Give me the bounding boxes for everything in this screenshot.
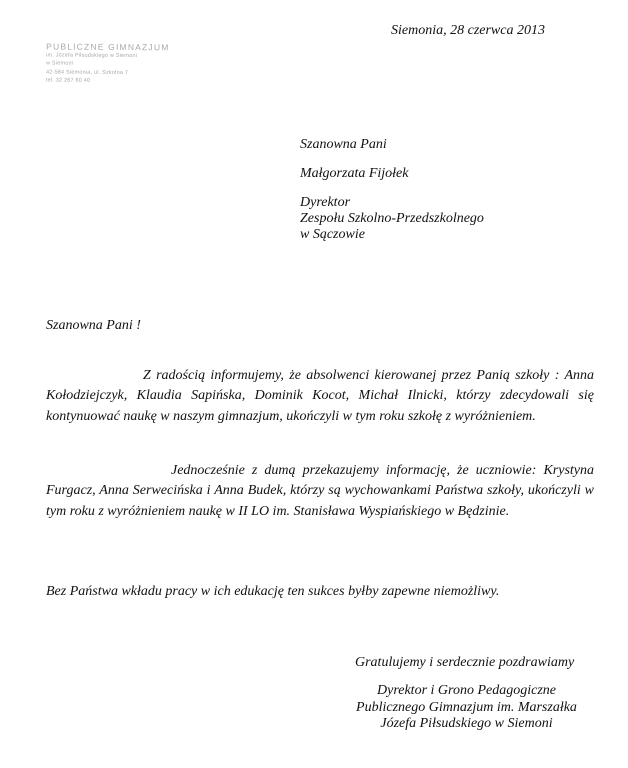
paragraph-text: Z radością informujemy, że absolwenci kierowanej przez Panią szkoły : Anna Kołodziejczyk, Klaudia Sapińska, Dominik Kocot, Michał Ilnicki, którzy zdecydowali się kontynuować naukę w naszym gimnazjum, ukończyli w tym roku szkołę z wyróżnieniem. [46, 368, 594, 424]
signature-line: Dyrektor i Grono Pedagogiczne [377, 683, 556, 698]
school-stamp [46, 41, 204, 90]
paragraph-1 [46, 366, 594, 427]
recipient-location: w Sączowie [300, 227, 365, 242]
stamp-line: w Siemoni [45, 60, 74, 68]
paragraph-2 [46, 461, 594, 522]
stamp-line: im. Józefa Piłsudskiego w Siemoni [46, 52, 138, 60]
place-date: Siemonia, 28 czerwca 2013 [391, 23, 545, 38]
recipient-greeting: Szanowna Pani [300, 137, 387, 152]
signature-block [354, 683, 579, 733]
recipient-block [300, 137, 484, 243]
closing-line: Gratulujemy i serdecznie pozdrawiamy [355, 655, 575, 670]
paragraph-3 [46, 582, 594, 602]
stamp-line: tel. 32 267 60 40 [45, 77, 91, 84]
stamp-line: 42-584 Siemonia, ul. Szkolna 7 [45, 69, 129, 76]
recipient-institution: Zespołu Szkolno-Przedszkolnego [300, 211, 484, 226]
stamp-line: PUBLICZNE GIMNAZJUM [46, 41, 170, 53]
paragraph-text: Bez Państwa wkładu pracy w ich edukację ten sukces byłby zapewne niemożliwy. [46, 584, 500, 599]
salutation: Szanowna Pani ! [46, 318, 141, 333]
signature-line: Publicznego Gimnazjum im. Marszałka [356, 699, 577, 715]
paragraph-text: Jednocześnie z dumą przekazujemy informację, że uczniowie: Krystyna Furgacz, Anna Serwecińska i Anna Budek, którzy są wychowankami Państwa szkoły, ukończyli w tym roku z wyróżnieniem naukę w II LO im. Stanisława Wyspiańskiego w Będzinie. [46, 463, 594, 519]
signature-line: Józefa Piłsudskiego w Siemoni [380, 716, 553, 731]
recipient-role: Dyrektor [300, 195, 351, 210]
recipient-name: Małgorzata Fijołek [300, 166, 409, 181]
